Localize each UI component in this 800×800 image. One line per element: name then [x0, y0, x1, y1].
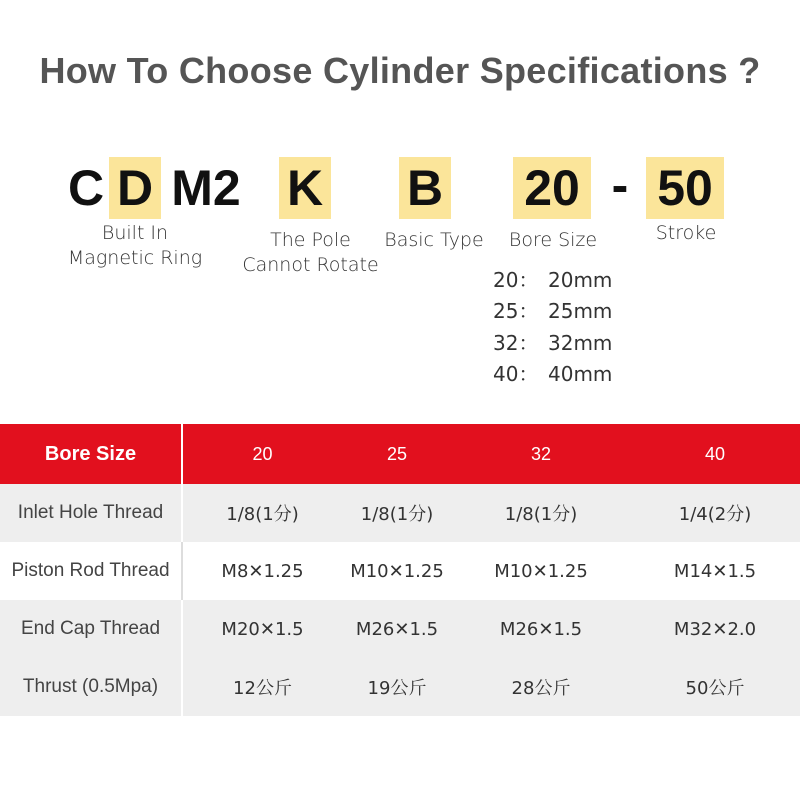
label-pole-cannot-rotate: [228, 228, 393, 278]
page-title: How To Choose Cylinder Specifications ?: [39, 50, 761, 91]
label-stroke: Stroke: [655, 222, 717, 244]
bore-option-key: 32：: [493, 331, 539, 355]
header-col: 20: [182, 424, 342, 484]
table-cell: M26✕1.5: [342, 600, 452, 658]
header-col: 32: [452, 424, 630, 484]
label-magnetic-ring: [50, 221, 220, 271]
label-basic-type: Basic Type: [384, 229, 484, 251]
code-model-number: M2: [171, 160, 241, 216]
code-magnetic-letter: D: [109, 157, 161, 219]
table-header-row: [0, 424, 800, 484]
table-cell: 50公斤: [630, 658, 800, 716]
row-label: End Cap Thread: [0, 600, 182, 658]
bore-option: [493, 359, 612, 390]
row-label: Thrust (0.5Mpa): [0, 658, 182, 716]
table-cell: M20✕1.5: [182, 600, 342, 658]
code-stroke: 50: [646, 157, 724, 219]
table-cell: 19公斤: [342, 658, 452, 716]
table-cell: M26✕1.5: [452, 600, 630, 658]
table-row: [0, 600, 800, 658]
table-cell: M10✕1.25: [350, 560, 444, 582]
label-bore-size: Bore Size: [508, 229, 598, 251]
row-label: Inlet Hole Thread: [0, 484, 182, 542]
table-row: [0, 484, 800, 542]
bore-option-value: 25mm: [548, 299, 613, 323]
label-pole-line1: The Pole: [270, 229, 351, 251]
bore-option-value: 40mm: [548, 362, 613, 386]
label-pole-line2: Cannot Rotate: [242, 254, 379, 276]
table-cell: 1/4(2分): [630, 484, 800, 542]
code-basic-type-letter: B: [399, 157, 451, 219]
table-row: [0, 542, 800, 600]
spec-table: [0, 424, 800, 716]
bore-option-value: 32mm: [548, 331, 613, 355]
code-nonrotate-letter: K: [279, 157, 331, 219]
header-bore-size: Bore Size: [0, 424, 182, 484]
label-magnetic-line1: Built In: [101, 222, 169, 244]
bore-option-key: 40：: [493, 362, 539, 386]
bore-option-key: 25：: [493, 299, 539, 323]
table-cell: M14✕1.5: [673, 560, 757, 582]
table-cell: 12公斤: [182, 658, 342, 716]
code-dash: -: [611, 157, 629, 213]
table-cell: M10✕1.25: [494, 560, 588, 582]
bore-option-key: 20：: [493, 268, 539, 292]
table-cell: M32✕2.0: [630, 600, 800, 658]
bore-option-value: 20mm: [548, 268, 613, 292]
row-label: Piston Rod Thread: [0, 542, 182, 600]
label-magnetic-line2: Magnetic Ring: [67, 247, 203, 269]
table-cell: 1/8(1分): [452, 484, 630, 542]
table-cell: M8✕1.25: [221, 560, 304, 582]
bore-option: [493, 296, 612, 327]
table-cell: 1/8(1分): [182, 484, 342, 542]
table-row: [0, 658, 800, 716]
code-series-letter: C: [68, 160, 105, 216]
header-col: 25: [342, 424, 452, 484]
header-col: 40: [630, 424, 800, 484]
table-cell: 28公斤: [452, 658, 630, 716]
table-cell: 1/8(1分): [342, 484, 452, 542]
bore-option: [493, 328, 612, 359]
bore-option: [493, 265, 612, 296]
code-bore-size: 20: [513, 157, 591, 219]
